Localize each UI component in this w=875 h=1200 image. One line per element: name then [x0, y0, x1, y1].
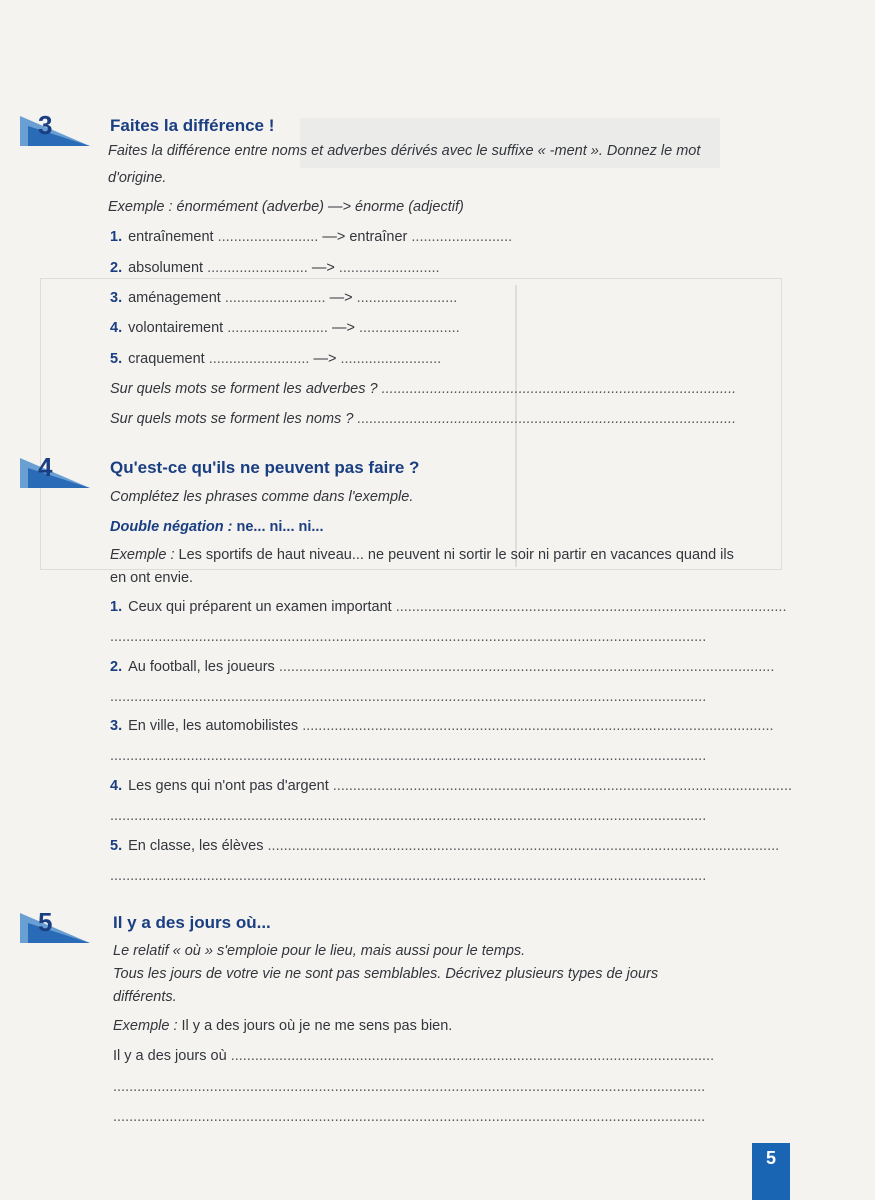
- instruction-line: différents.: [113, 989, 177, 1005]
- answer-start: Il y a des jours où ........................................................................................................................: [113, 1048, 715, 1064]
- item-arrow: —>: [331, 320, 355, 336]
- exercise-number: 3: [38, 110, 53, 140]
- rule-line: [110, 519, 323, 535]
- exercise-item: 2. absolument ......................... —> .........................: [110, 260, 440, 276]
- instruction-line: Tous les jours de votre vie ne sont pas semblables. Décrivez plusieurs types de jours: [113, 966, 659, 982]
- item-text: Les gens qui n'ont pas d'argent: [128, 778, 329, 794]
- item-number: 3.: [110, 290, 123, 306]
- exercise-number-badge: [0, 108, 92, 148]
- item-number: 2.: [110, 659, 123, 675]
- page-number: 5: [752, 1143, 790, 1200]
- exercise-item: 1. entraînement ......................... —> entraîner .........................: [110, 229, 513, 245]
- instruction-line: Le relatif « où » s'emploie pour le lieu, mais aussi pour le temps.: [113, 943, 526, 959]
- item-number: 1.: [110, 229, 123, 245]
- item-number: 2.: [110, 260, 123, 276]
- exercise-item: 2. Au football, les joueurs ...........................................................................................................................: [110, 659, 775, 675]
- item-text: En ville, les automobilistes: [128, 718, 299, 734]
- item-text: Au football, les joueurs: [128, 659, 275, 675]
- exercise-title: Il y a des jours où...: [113, 913, 271, 932]
- item-word: entraînement: [128, 229, 214, 245]
- question-text: Sur quels mots se forment les noms ?: [110, 411, 354, 427]
- example-line: [113, 1018, 452, 1034]
- example-line: Exemple : énormément (adverbe) —> énorme (adjectif): [108, 199, 464, 215]
- question-line: Sur quels mots se forment les adverbes ? ........................................................................................: [110, 381, 737, 397]
- answer-line: ....................................................................................................................................................: [110, 748, 707, 764]
- item-number: 5.: [110, 351, 123, 367]
- exercise-item: 4. volontairement ......................... —> .........................: [110, 320, 460, 336]
- example-text: Il y a des jours où je ne me sens pas bien.: [181, 1018, 453, 1034]
- answer-line: ....................................................................................................................................................: [110, 808, 707, 824]
- exercise-item: 3. En ville, les automobilistes .....................................................................................................................: [110, 718, 774, 734]
- answer-prompt: Il y a des jours où: [113, 1048, 227, 1064]
- item-number: 5.: [110, 838, 123, 854]
- example-label: Exemple :: [113, 1018, 178, 1034]
- exercise-item: 1. Ceux qui préparent un examen important .................................................................................................: [110, 599, 787, 615]
- rule-value: ne... ni... ni...: [236, 519, 324, 535]
- exercise-title: Qu'est-ce qu'ils ne peuvent pas faire ?: [110, 458, 420, 477]
- answer-line: ....................................................................................................................................................: [110, 689, 707, 705]
- instruction-line: Faites la différence entre noms et adverbes dérivés avec le suffixe « -ment ». Donnez le mot: [108, 143, 701, 159]
- instruction-line: Complétez les phrases comme dans l'exemple.: [110, 489, 414, 505]
- item-arrow: —>: [329, 290, 353, 306]
- answer-line: ...................................................................................................................................................: [113, 1079, 706, 1095]
- item-number: 1.: [110, 599, 123, 615]
- exercise-number: 5: [38, 907, 53, 937]
- exercise-number-badge: [0, 905, 92, 945]
- item-word: aménagement: [128, 290, 221, 306]
- item-arrow: —>: [313, 351, 337, 367]
- item-text: Ceux qui préparent un examen important: [128, 599, 392, 615]
- exercise-number-badge: [0, 450, 92, 490]
- answer-line: ....................................................................................................................................................: [110, 868, 707, 884]
- item-arrow: —> entraîner: [322, 229, 408, 245]
- item-number: 4.: [110, 320, 123, 336]
- rule-label: Double négation :: [110, 519, 233, 535]
- example-label: Exemple :: [110, 547, 175, 563]
- item-text: En classe, les élèves: [128, 838, 264, 854]
- example-line: en ont envie.: [110, 570, 194, 586]
- item-word: volontairement: [128, 320, 224, 336]
- question-text: Sur quels mots se forment les adverbes ?: [110, 381, 378, 397]
- exercise-item: 3. aménagement ......................... —> .........................: [110, 290, 458, 306]
- item-number: 3.: [110, 718, 123, 734]
- exercise-item: 5. craquement ......................... —> .........................: [110, 351, 442, 367]
- item-arrow: —>: [311, 260, 335, 276]
- exercise-item: 5. En classe, les élèves ...............................................................................................................................: [110, 838, 780, 854]
- item-word: absolument: [128, 260, 204, 276]
- answer-line: ....................................................................................................................................................: [110, 629, 707, 645]
- question-line: Sur quels mots se forment les noms ? ..............................................................................................: [110, 411, 737, 427]
- item-word: craquement: [128, 351, 205, 367]
- example-text: Les sportifs de haut niveau... ne peuvent ni sortir le soir ni partir en vacances quand ils: [178, 547, 734, 563]
- item-number: 4.: [110, 778, 123, 794]
- exercise-title: Faites la différence !: [110, 116, 275, 135]
- answer-line: ...................................................................................................................................................: [113, 1109, 706, 1125]
- example-line: [110, 547, 734, 563]
- exercise-item: 4. Les gens qui n'ont pas d'argent ..................................................................................................................: [110, 778, 793, 794]
- exercise-number: 4: [38, 452, 53, 482]
- instruction-line: d'origine.: [108, 170, 167, 186]
